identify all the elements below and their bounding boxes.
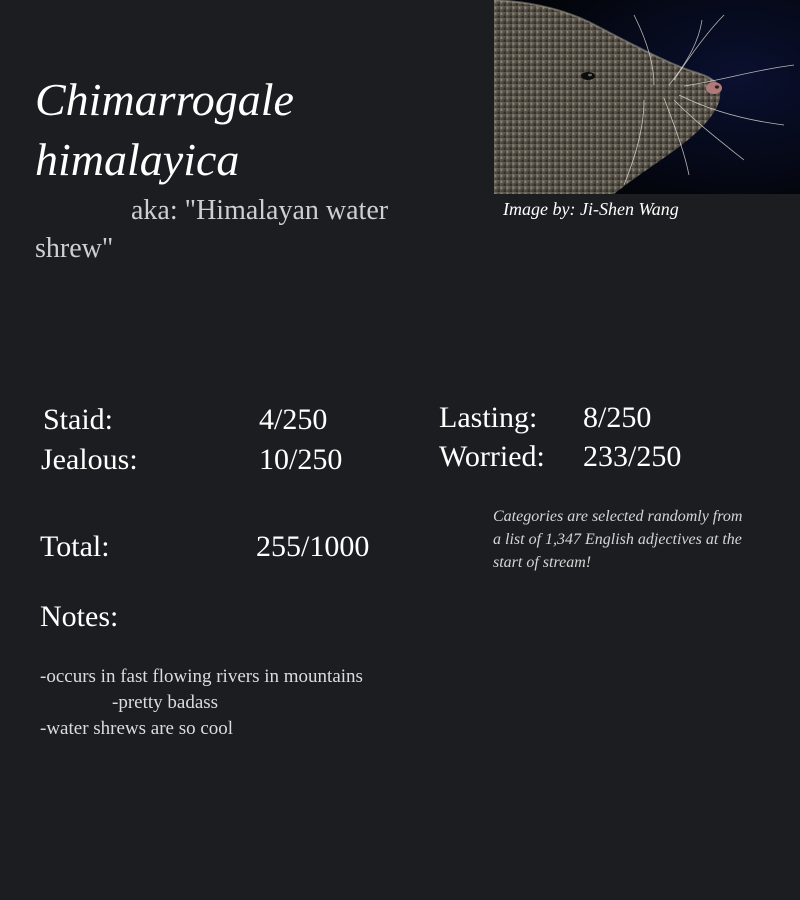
notes-heading: Notes: [40,600,119,633]
notes-list [40,664,460,742]
species-title: Chimarrogale himalayica [35,74,294,185]
stat-lasting-value: 8/250 [583,401,652,434]
stat-worried-value: 233/250 [583,440,682,473]
categories-note: Categories are selected randomly from a list of 1,347 English adjectives at the start of stream! [493,508,743,571]
note-item: -occurs in fast flowing rivers in mountains [40,666,363,687]
stat-staid-value: 4/250 [259,403,328,436]
stat-staid-label: Staid: [43,403,114,436]
common-name: aka: "Himalayan water shrew" [35,195,389,264]
stat-lasting-label: Lasting: [439,401,538,434]
shrew-illustration [494,0,800,194]
total-label: Total: [40,530,110,563]
stat-jealous-value: 10/250 [259,443,343,476]
shrew-photo [494,0,800,194]
total-value: 255/1000 [256,530,370,563]
stat-worried-label: Worried: [439,440,545,473]
stat-jealous-label: Jealous: [41,443,138,476]
note-item: -pretty badass [112,692,219,713]
note-item: -water shrews are so cool [40,718,234,739]
photo-credit: Image by: Ji-Shen Wang [503,199,679,219]
